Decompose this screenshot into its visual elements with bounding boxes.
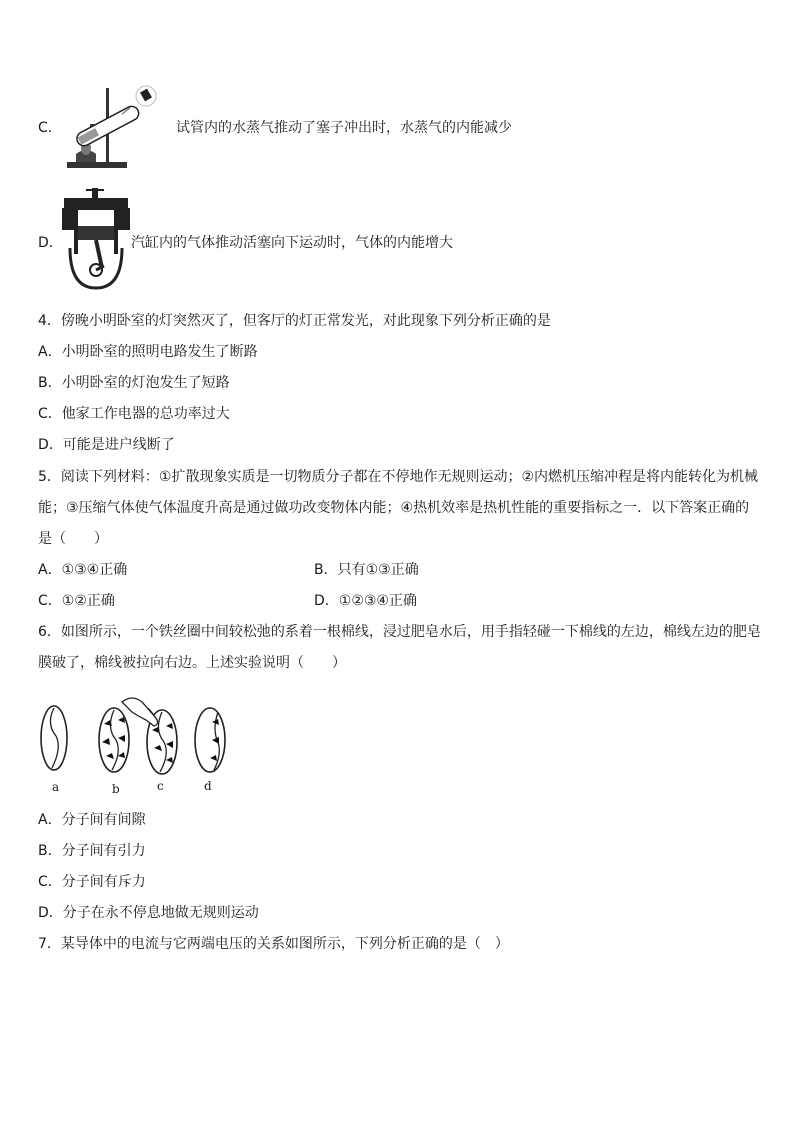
q3-option-d-text: 汽缸内的气体推动活塞向下运动时，气体的内能增大 (131, 235, 453, 251)
q6-option-d: D．分子在永不停息地做无规则运动 (38, 905, 259, 921)
q3-option-d-letter: D． (38, 235, 63, 251)
q5-option-b: B．只有①③正确 (314, 562, 419, 578)
q4-option-b: B．小明卧室的灯泡发生了短路 (38, 375, 230, 391)
figure-label-a: a (52, 780, 60, 794)
q3-option-c (38, 118, 62, 138)
test-tube-steam-figure (62, 78, 172, 178)
q4-option-a: A．小明卧室的照明电路发生了断路 (38, 344, 258, 360)
q4-option-c: C．他家工作电器的总功率过大 (38, 406, 230, 422)
ring-d (195, 708, 225, 772)
figure-label-b: b (112, 782, 120, 796)
engine-cylinder-figure (60, 186, 132, 292)
ring-a (41, 706, 67, 770)
ring-b (99, 708, 129, 772)
figure-label-c: c (157, 779, 164, 793)
q5-stem-line2: 能；③压缩气体使气体温度升高是通过做功改变物体内能；④热机效率是热机性能的重要指标之一．以下答案正确的 (38, 500, 750, 516)
q5-option-a: A．①③④正确 (38, 562, 128, 578)
q6-stem-line2: 膜破了，棉线被拉向右边。上述实验说明（ ） (38, 655, 346, 671)
soap-film-figure (36, 690, 236, 780)
q6-option-b: B．分子间有引力 (38, 843, 146, 859)
q5-option-d: D．①②③④正确 (314, 593, 417, 609)
q3-option-c-letter: C． (38, 120, 62, 136)
q4-option-d: D．可能是进户线断了 (38, 437, 175, 453)
ring-c (122, 698, 177, 774)
q6-stem-line1: 6．如图所示，一个铁丝圈中间较松弛的系着一根棉线，浸过肥皂水后，用手指轻碰一下棉线的左边，棉线左边的肥皂 (38, 624, 761, 640)
q6-option-a: A．分子间有间隙 (38, 812, 146, 828)
q6-option-c: C．分子间有斥力 (38, 874, 146, 890)
q5-stem-line1: 5．阅读下列材料：①扩散现象实质是一切物质分子都在不停地作无规则运动；②内燃机压缩冲程是将内能转化为机械 (38, 469, 759, 485)
q7-stem: 7．某导体中的电流与它两端电压的关系如图所示，下列分析正确的是（ ） (38, 936, 509, 952)
q3-option-c-text: 试管内的水蒸气推动了塞子冲出时，水蒸气的内能减少 (176, 120, 512, 136)
figure-label-d: d (204, 779, 212, 793)
q5-stem-line3: 是（ ） (38, 531, 108, 547)
q5-option-c: C．①②正确 (38, 593, 115, 609)
q4-stem: 4．傍晚小明卧室的灯突然灭了，但客厅的灯正常发光，对此现象下列分析正确的是 (38, 313, 551, 329)
